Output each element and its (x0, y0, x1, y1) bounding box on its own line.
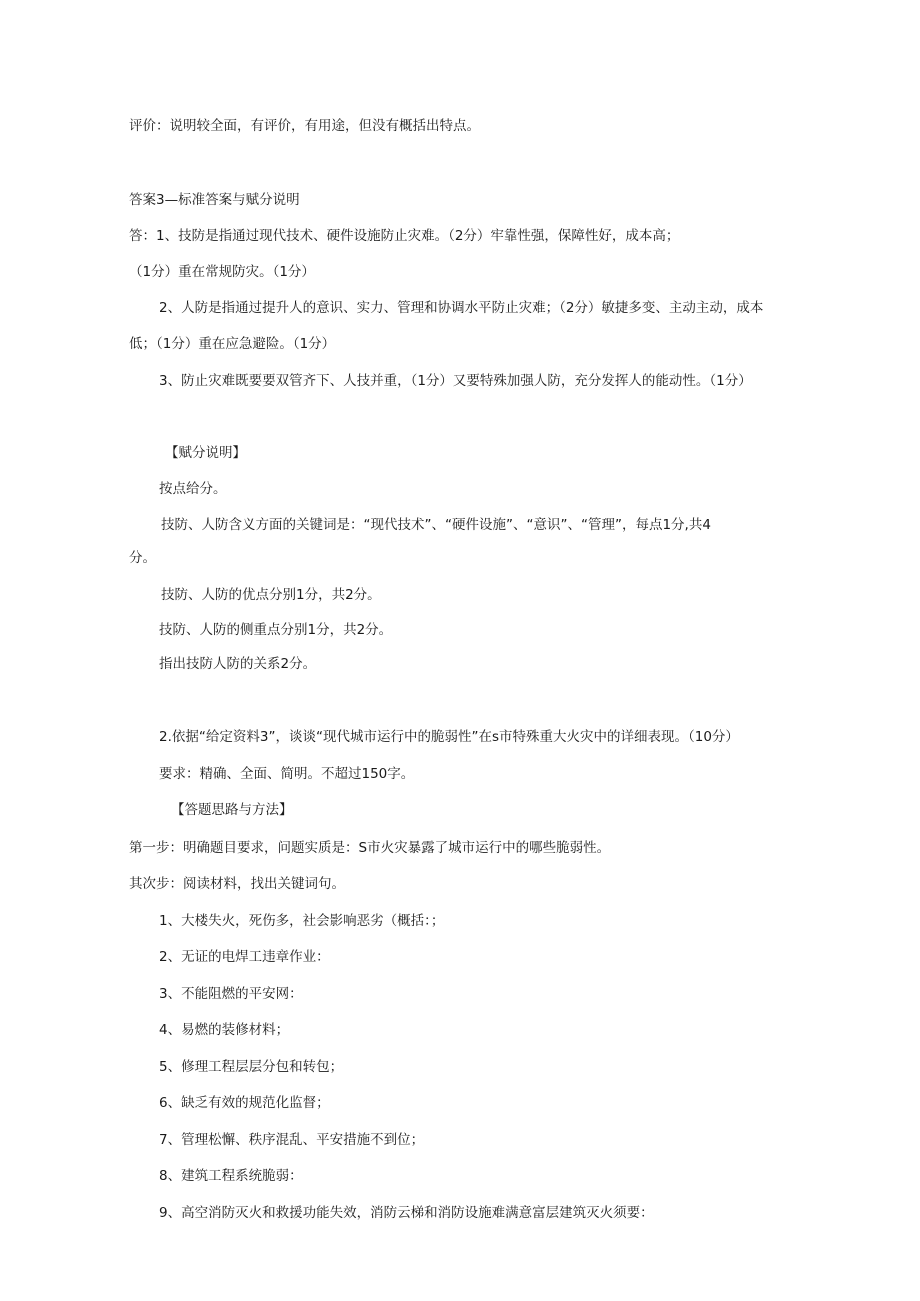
list-item-8: 8、建筑工程系统脆弱： (159, 1168, 303, 1184)
method-heading: 【答题思路与方法】 (171, 802, 293, 818)
list-item-3: 3、不能阻燃的平安网： (159, 986, 303, 1002)
list-item-5: 5、修理工程层层分包和转包； (159, 1059, 344, 1075)
answer-line-2: 2、人防是指通过提升人的意识、实力、管理和协调水平防止灾难；（2分）敏捷多变、主动主动，成本 (159, 300, 764, 316)
list-item-7: 7、管理松懈、秩序混乱、平安措施不到位； (159, 1132, 425, 1148)
scoring-line-5: 指出技防人防的关系2分。 (159, 656, 317, 672)
scoring-line-3: 技防、人防的优点分别1分，共2分。 (161, 587, 381, 603)
answer-3-heading: 答案3—标准答案与赋分说明 (129, 192, 300, 208)
step-2: 其次步：阅读材料，找出关键词句。 (129, 876, 345, 892)
list-item-2: 2、无证的电焊工违章作业： (159, 949, 330, 965)
evaluation-line: 评价：说明较全面，有评价，有用途，但没有概括出特点。 (129, 118, 480, 134)
list-item-9: 9、高空消防灭火和救援功能失效，消防云梯和消防设施难满意富层建筑灭火须要： (159, 1205, 654, 1221)
scoring-line-4: 技防、人防的侧重点分别1分，共2分。 (159, 622, 393, 638)
list-item-1: 1、大楼失火，死伤多，社会影响恶劣（概括：； (159, 913, 445, 929)
step-1: 第一步：明确题目要求，问题实质是：S市火灾暴露了城市运行中的哪些脆弱性。 (129, 840, 611, 856)
scoring-line-2: 技防、人防含义方面的关键词是：“现代技术”、“硬件设施”、“意识”、“管理”，每点1分,共4 (161, 517, 711, 533)
scoring-heading: 【赋分说明】 (165, 445, 246, 461)
answer-line-2-cont: 低；（1分）重在应急避险。（1分） (129, 336, 336, 352)
question-2-requirement: 要求：精确、全面、简明。不超过150字。 (159, 766, 415, 782)
list-item-6: 6、缺乏有效的规范化监督； (159, 1095, 330, 1111)
answer-line-1: 答：1、技防是指通过现代技术、硬件设施防止灾难。（2分）牢靠性强，保障性好，成本高； (129, 228, 680, 244)
scoring-line-1: 按点给分。 (159, 481, 227, 497)
scoring-line-2-cont: 分。 (129, 550, 156, 566)
question-2: 2.依据“给定资料3”，谈谈“现代城市运行中的脆弱性”在s市特殊重大火灾中的详细表现。（10分） (159, 729, 739, 745)
answer-line-1-cont: （1分）重在常规防灾。（1分） (129, 264, 315, 280)
answer-line-3: 3、防止灾难既要要双管齐下、人技并重，（1分）又要特殊加强人防，充分发挥人的能动性。（1分） (159, 373, 752, 389)
list-item-4: 4、易燃的装修材料； (159, 1022, 290, 1038)
